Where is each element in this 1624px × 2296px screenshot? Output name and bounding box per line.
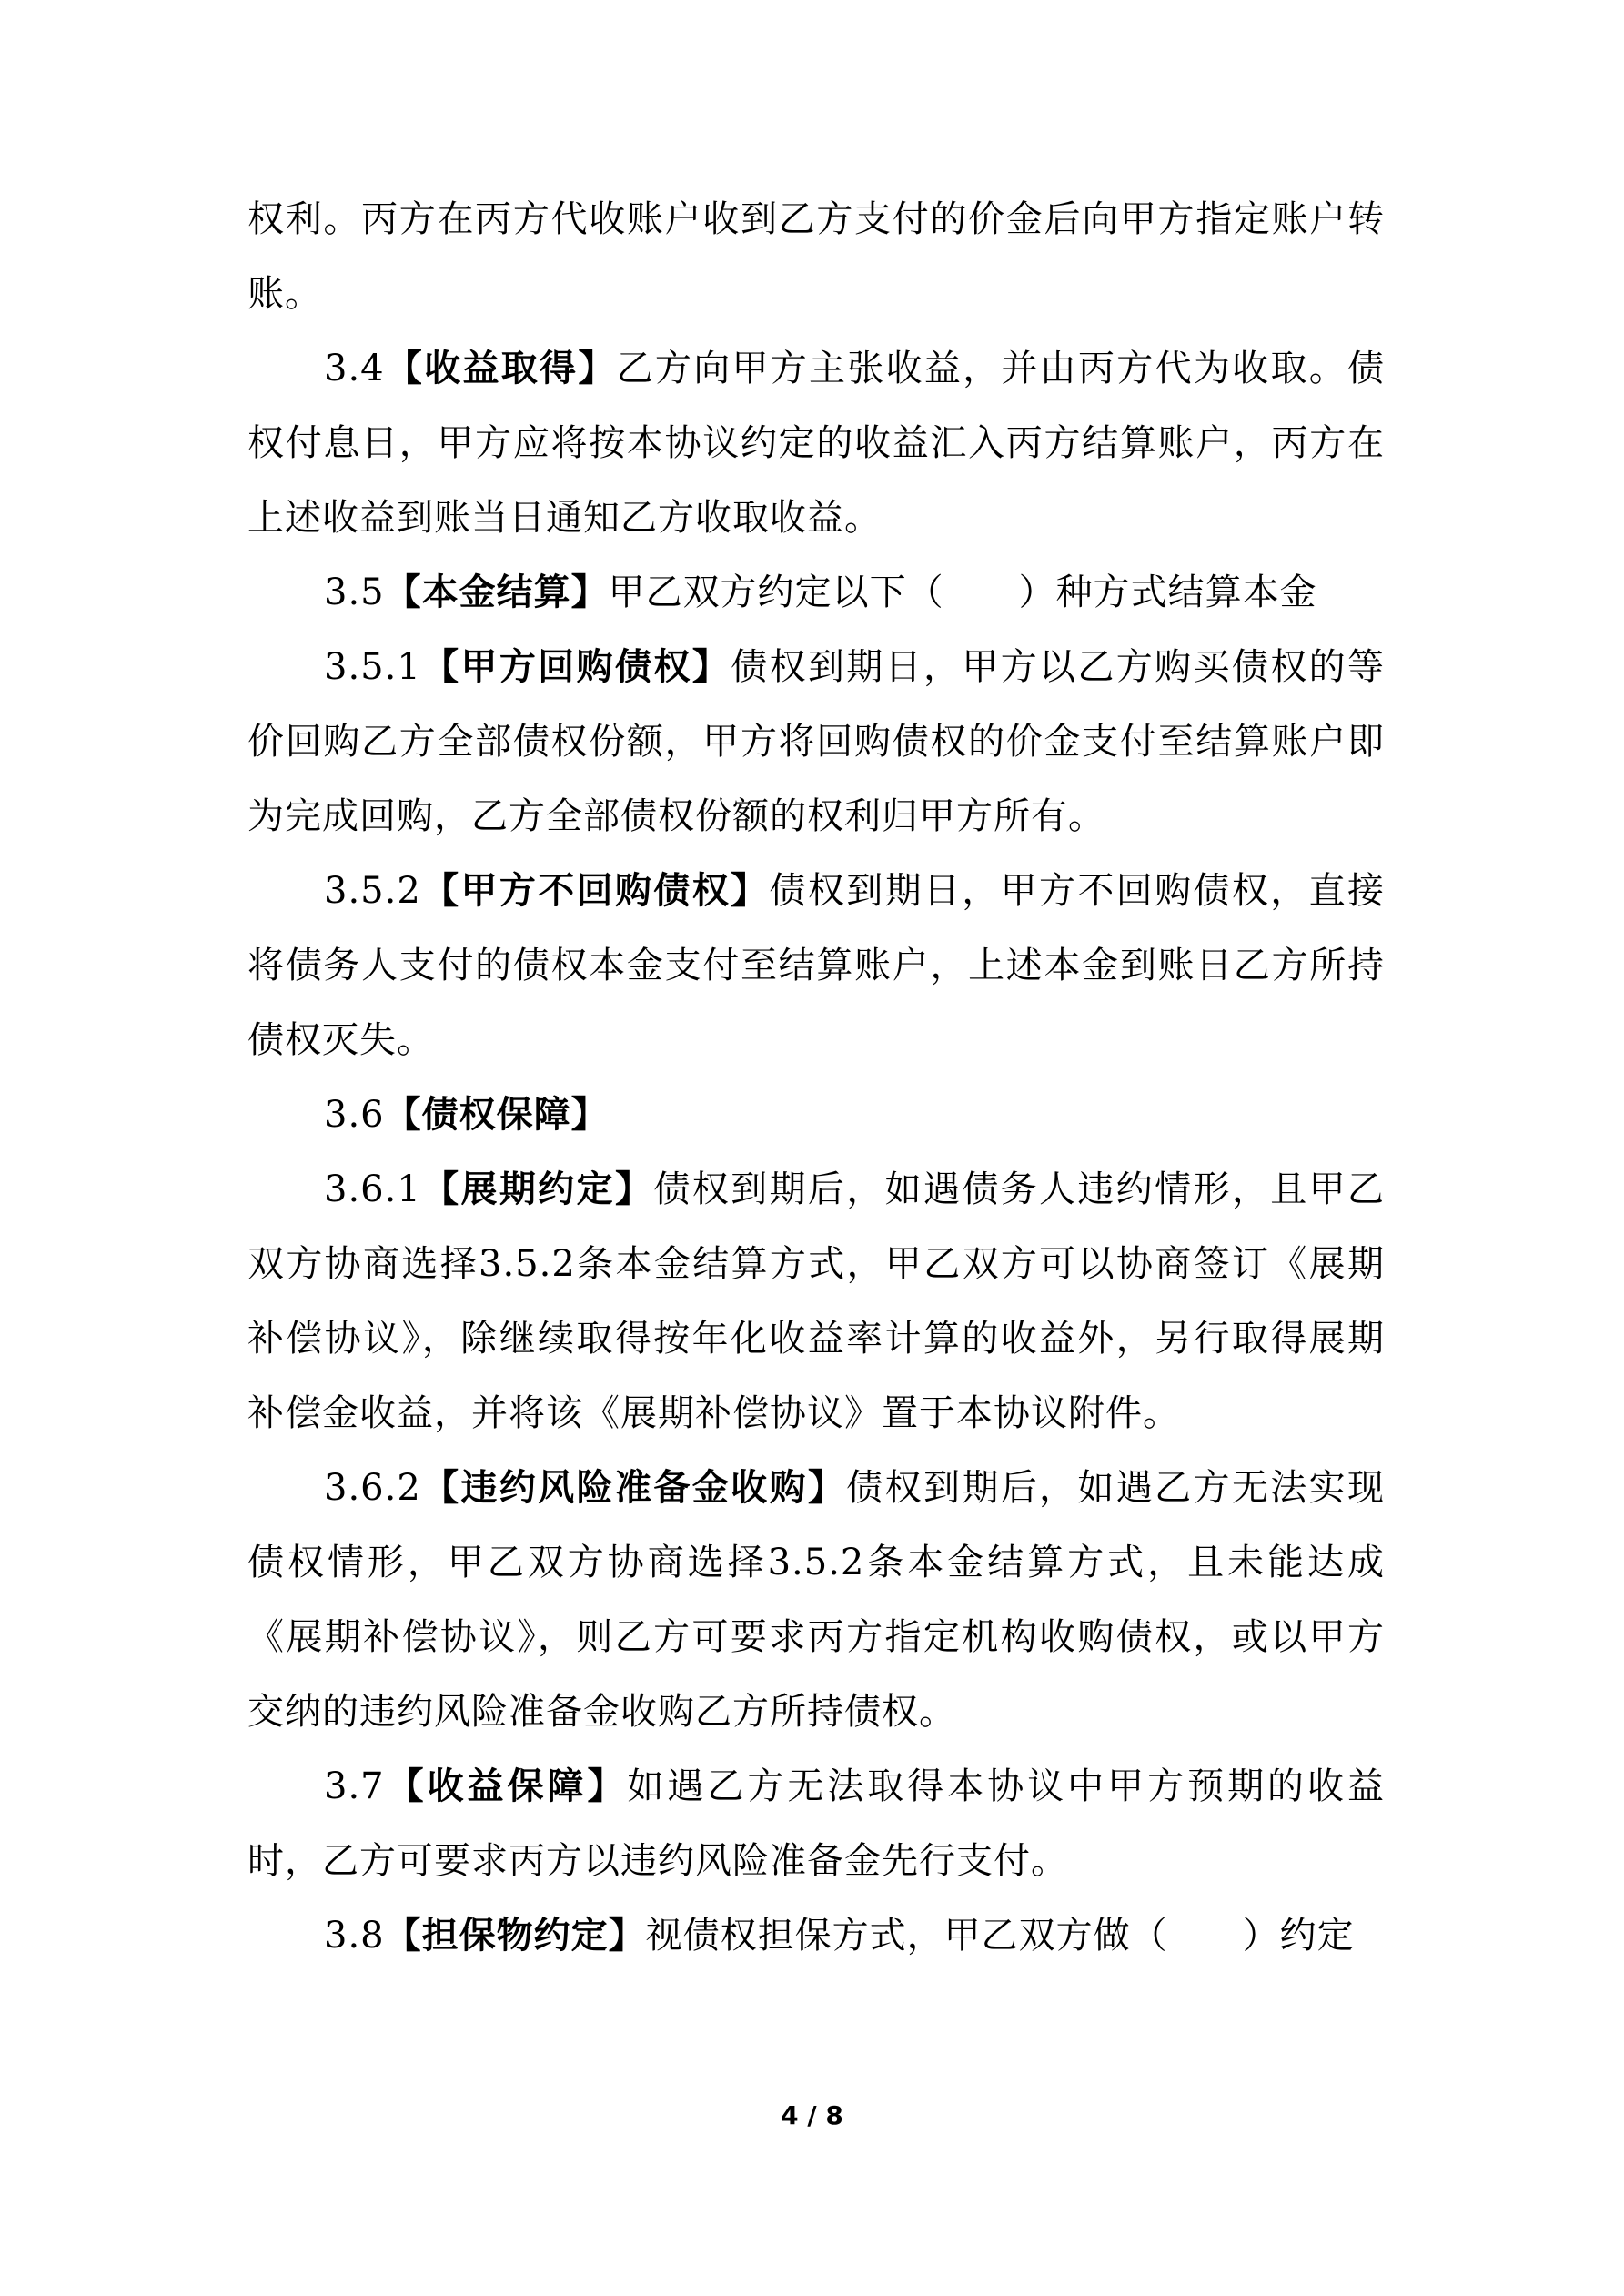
clause-3-5-1 [247, 630, 1385, 854]
clause-heading: 【债权保障】 [384, 1093, 609, 1136]
clause-heading: 【担保物约定】 [384, 1914, 646, 1957]
document-body [247, 182, 1385, 1973]
clause-heading: 【本金结算】 [384, 571, 609, 613]
clause-text: 如遇乙方无法取得本协议中甲方预期的收益时，乙方可要求丙方以违约风险准备金先行支付。 [247, 1765, 1386, 1882]
paragraph-text: 权利。丙方在丙方代收账户收到乙方支付的价金后向甲方指定账户转账。 [247, 198, 1385, 315]
clause-3-4 [247, 331, 1385, 555]
clause-number: 3.7 [324, 1765, 385, 1807]
clause-heading: 【甲方不回购债权】 [420, 869, 770, 912]
clause-3-7 [247, 1749, 1385, 1898]
clause-text: 乙方向甲方主张收益，并由丙方代为收取。债权付息日，甲方应将按本协议约定的收益汇入丙方结算账户，丙方在上述收益到账当日通知乙方收取收益。 [247, 348, 1386, 539]
clause-number: 3.5.1 [324, 646, 421, 688]
clause-number: 3.6 [324, 1094, 385, 1136]
clause-text: 债权到期日，甲方不回购债权，直接将债务人支付的债权本金支付至结算账户，上述本金到账日乙方所持债权灭失。 [247, 870, 1385, 1061]
clause-number: 3.8 [324, 1915, 385, 1957]
clause-text: 债权到期后，如遇债务人违约情形，且甲乙双方协商选择3.5.2条本金结算方式，甲乙双方可以协商签订《展期补偿协议》，除继续取得按年化收益率计算的收益外，另行取得展期补偿金收益，并将该《展期补偿协议》置于本协议附件。 [247, 1168, 1386, 1434]
clause-heading: 【展期约定】 [420, 1168, 654, 1210]
clause-text: 视债权担保方式，甲乙双方做（ ）约定 [645, 1915, 1355, 1957]
clause-number: 3.5.2 [324, 870, 421, 912]
page-number: 4 / 8 [781, 2100, 843, 2130]
clause-heading: 【违约风险准备金收购】 [420, 1466, 847, 1509]
clause-number: 3.6.1 [324, 1168, 421, 1210]
clause-number: 3.5 [324, 571, 385, 613]
clause-3-5-2 [247, 854, 1385, 1077]
clause-number: 3.4 [324, 348, 385, 389]
clause-3-5 [247, 555, 1385, 630]
clause-heading: 【甲方回购债权】 [420, 645, 731, 688]
clause-text: 债权到期后，如遇乙方无法实现债权情形，甲乙双方协商选择3.5.2条本金结算方式，且未能达成《展期补偿协议》，则乙方可要求丙方指定机构收购债权，或以甲方交纳的违约风险准备金收购乙方所持债权。 [247, 1467, 1386, 1733]
clause-3-8 [247, 1898, 1385, 1973]
paragraph-continuation [247, 182, 1385, 331]
clause-3-6-2 [247, 1451, 1385, 1749]
clause-3-6-1 [247, 1152, 1385, 1451]
clause-text: 甲乙双方约定以下（ ）种方式结算本金 [608, 571, 1317, 613]
clause-3-6 [247, 1077, 1385, 1152]
clause-heading: 【收益取得】 [384, 347, 617, 389]
clause-number: 3.6.2 [324, 1467, 421, 1509]
clause-text: 债权到期日，甲方以乙方购买债权的等价回购乙方全部债权份额，甲方将回购债权的价金支付至结算账户即为完成回购，乙方全部债权份额的权利归甲方所有。 [247, 646, 1386, 837]
clause-heading: 【收益保障】 [384, 1765, 628, 1807]
